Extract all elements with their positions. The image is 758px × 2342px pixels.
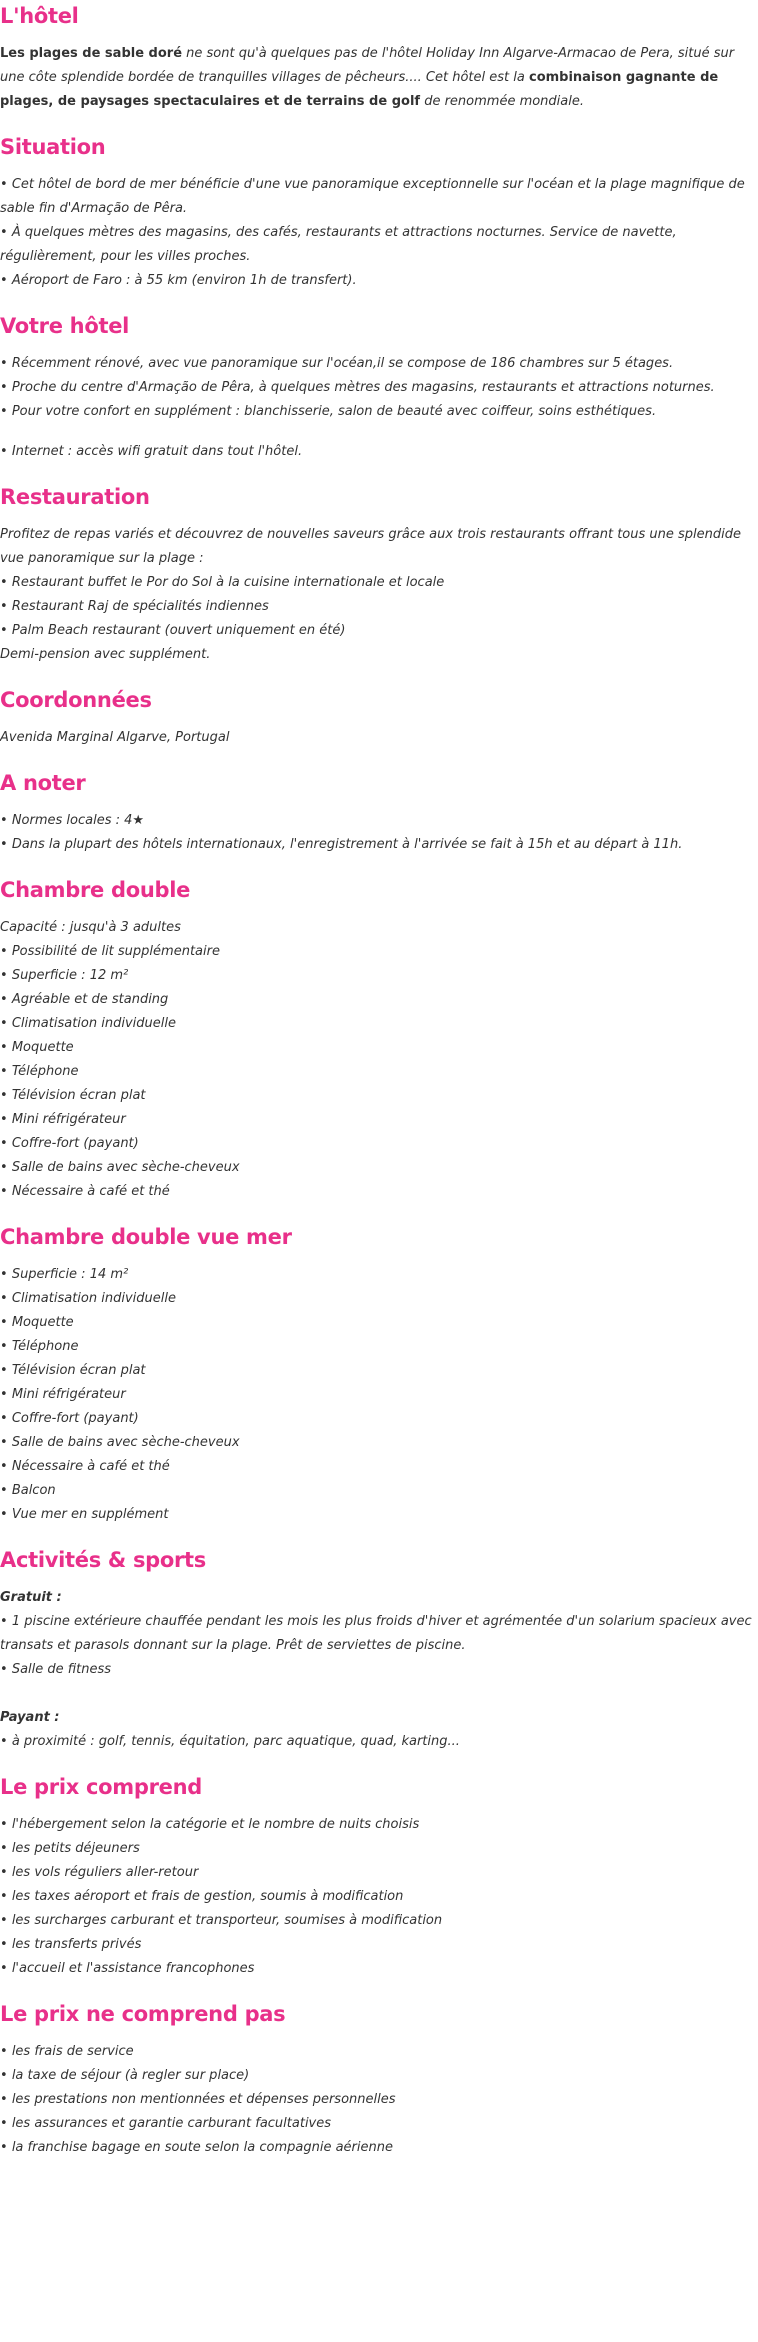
internet-info: • Internet : accès wifi gratuit dans tout l'hôtel. xyxy=(0,440,758,464)
restauration-outro: Demi-pension avec supplément. xyxy=(0,647,211,662)
list-item: • 1 piscine extérieure chauffée pendant les mois les plus froids d'hiver et agrémentée d'un solarium spacieux avec transats et parasols donnant sur la plage. Prêt de serviettes de piscine. xyxy=(0,1610,758,1658)
list-item: • les transferts privés xyxy=(0,1933,758,1957)
list-item: • Téléphone xyxy=(0,1060,758,1084)
list-item: • les petits déjeuners xyxy=(0,1837,758,1861)
section-coordonnees xyxy=(0,684,758,750)
section-votre-hotel xyxy=(0,310,758,464)
list-item: • les taxes aéroport et frais de gestion, soumis à modification xyxy=(0,1885,758,1909)
list-item: • Salle de fitness xyxy=(0,1658,758,1682)
list-item: • Agréable et de standing xyxy=(0,988,758,1012)
payant-label: Payant : xyxy=(0,1710,60,1725)
list-item: • la taxe de séjour (à regler sur place) xyxy=(0,2064,758,2088)
list-item: • Restaurant Raj de spécialités indiennes xyxy=(0,595,758,619)
list-item: • à proximité : golf, tennis, équitation, parc aquatique, quad, karting... xyxy=(0,1730,758,1754)
list-item: • Proche du centre d'Armação de Pêra, à quelques mètres des magasins, restaurants et attractions noturnes. xyxy=(0,376,758,400)
list-item: • Salle de bains avec sèche-cheveux xyxy=(0,1431,758,1455)
section-title-activites: Activités & sports xyxy=(0,1548,206,1572)
section-title-chambre-double: Chambre double xyxy=(0,878,191,902)
section-a-noter xyxy=(0,767,758,857)
list-item: • Normes locales : 4★ xyxy=(0,809,758,833)
list-item: • les vols réguliers aller-retour xyxy=(0,1861,758,1885)
section-title-a-noter: A noter xyxy=(0,771,86,795)
section-chambre-double xyxy=(0,874,758,1204)
list-item: • Vue mer en supplément xyxy=(0,1503,758,1527)
capacity: Capacité : jusqu'à 3 adultes xyxy=(0,920,181,935)
list-item: • Dans la plupart des hôtels internationaux, l'enregistrement à l'arrivée se fait à 15h et au départ à 11h. xyxy=(0,833,758,857)
section-title-prix-ne-comprend-pas: Le prix ne comprend pas xyxy=(0,2002,286,2026)
restauration-intro: Profitez de repas variés et découvrez de nouvelles saveurs grâce aux trois restaurants offrant tous une splendide vue panoramique sur la plage : xyxy=(0,527,741,566)
section-title-prix-comprend: Le prix comprend xyxy=(0,1775,202,1799)
list-item: • Télévision écran plat xyxy=(0,1084,758,1108)
section-prix-comprend xyxy=(0,1771,758,1981)
section-hotel xyxy=(0,0,758,114)
intro-bold-2: combinaison gagnante de plages, de paysages spectaculaires et de terrains de golf xyxy=(0,70,719,109)
list-item: • Palm Beach restaurant (ouvert uniquement en été) xyxy=(0,619,758,643)
list-item: • Balcon xyxy=(0,1479,758,1503)
section-title-votre-hotel: Votre hôtel xyxy=(0,314,130,338)
section-situation xyxy=(0,131,758,293)
section-restauration xyxy=(0,481,758,667)
list-item: • Aéroport de Faro : à 55 km (environ 1h de transfert). xyxy=(0,269,758,293)
section-chambre-vue-mer xyxy=(0,1221,758,1527)
list-item: • Mini réfrigérateur xyxy=(0,1108,758,1132)
section-title-restauration: Restauration xyxy=(0,485,150,509)
address: Avenida Marginal Algarve, Portugal xyxy=(0,730,230,745)
hotel-intro xyxy=(0,42,758,114)
list-item: • Nécessaire à café et thé xyxy=(0,1455,758,1479)
list-item: • À quelques mètres des magasins, des cafés, restaurants et attractions nocturnes. Service de navette, régulièrement, pour les villes proches. xyxy=(0,221,758,269)
intro-bold-1: Les plages de sable doré xyxy=(0,46,183,61)
section-activites xyxy=(0,1544,758,1754)
list-item: • Salle de bains avec sèche-cheveux xyxy=(0,1156,758,1180)
list-item: • Coffre-fort (payant) xyxy=(0,1407,758,1431)
list-item: • Possibilité de lit supplémentaire xyxy=(0,940,758,964)
section-title-hotel: L'hôtel xyxy=(0,4,79,28)
list-item: • Superficie : 12 m² xyxy=(0,964,758,988)
list-item: • Mini réfrigérateur xyxy=(0,1383,758,1407)
list-item: • Climatisation individuelle xyxy=(0,1287,758,1311)
section-prix-ne-comprend-pas xyxy=(0,1998,758,2160)
list-item: • Moquette xyxy=(0,1036,758,1060)
list-item: • Restaurant buffet le Por do Sol à la cuisine internationale et locale xyxy=(0,571,758,595)
list-item: • l'accueil et l'assistance francophones xyxy=(0,1957,758,1981)
list-item: • Récemment rénové, avec vue panoramique sur l'océan,il se compose de 186 chambres sur 5 étages. xyxy=(0,352,758,376)
list-item: • Coffre-fort (payant) xyxy=(0,1132,758,1156)
intro-text-2: de renommée mondiale. xyxy=(420,94,584,109)
list-item: • Pour votre confort en supplément : blanchisserie, salon de beauté avec coiffeur, soins esthétiques. xyxy=(0,400,758,424)
list-item: • les frais de service xyxy=(0,2040,758,2064)
section-title-coordonnees: Coordonnées xyxy=(0,688,152,712)
list-item: • les assurances et garantie carburant facultatives xyxy=(0,2112,758,2136)
list-item: • Climatisation individuelle xyxy=(0,1012,758,1036)
list-item: • les prestations non mentionnées et dépenses personnelles xyxy=(0,2088,758,2112)
list-item: • Téléphone xyxy=(0,1335,758,1359)
list-item: • les surcharges carburant et transporteur, soumises à modification xyxy=(0,1909,758,1933)
list-item: • Moquette xyxy=(0,1311,758,1335)
gratuit-label: Gratuit : xyxy=(0,1590,62,1605)
section-title-chambre-vue-mer: Chambre double vue mer xyxy=(0,1225,292,1249)
list-item: • l'hébergement selon la catégorie et le nombre de nuits choisis xyxy=(0,1813,758,1837)
list-item: • Superficie : 14 m² xyxy=(0,1263,758,1287)
list-item: • Télévision écran plat xyxy=(0,1359,758,1383)
intro-text-1: ne sont qu'à quelques pas de l'hôtel Holiday Inn Algarve-Armacao de Pera, situé sur une côte splendide bordée de tranquilles villages de pêcheurs.... Cet hôtel est la xyxy=(0,46,735,85)
list-item: • Nécessaire à café et thé xyxy=(0,1180,758,1204)
list-item: • la franchise bagage en soute selon la compagnie aérienne xyxy=(0,2136,758,2160)
section-title-situation: Situation xyxy=(0,135,106,159)
list-item: • Cet hôtel de bord de mer bénéficie d'une vue panoramique exceptionnelle sur l'océan et la plage magnifique de sable fin d'Armação de Pêra. xyxy=(0,173,758,221)
